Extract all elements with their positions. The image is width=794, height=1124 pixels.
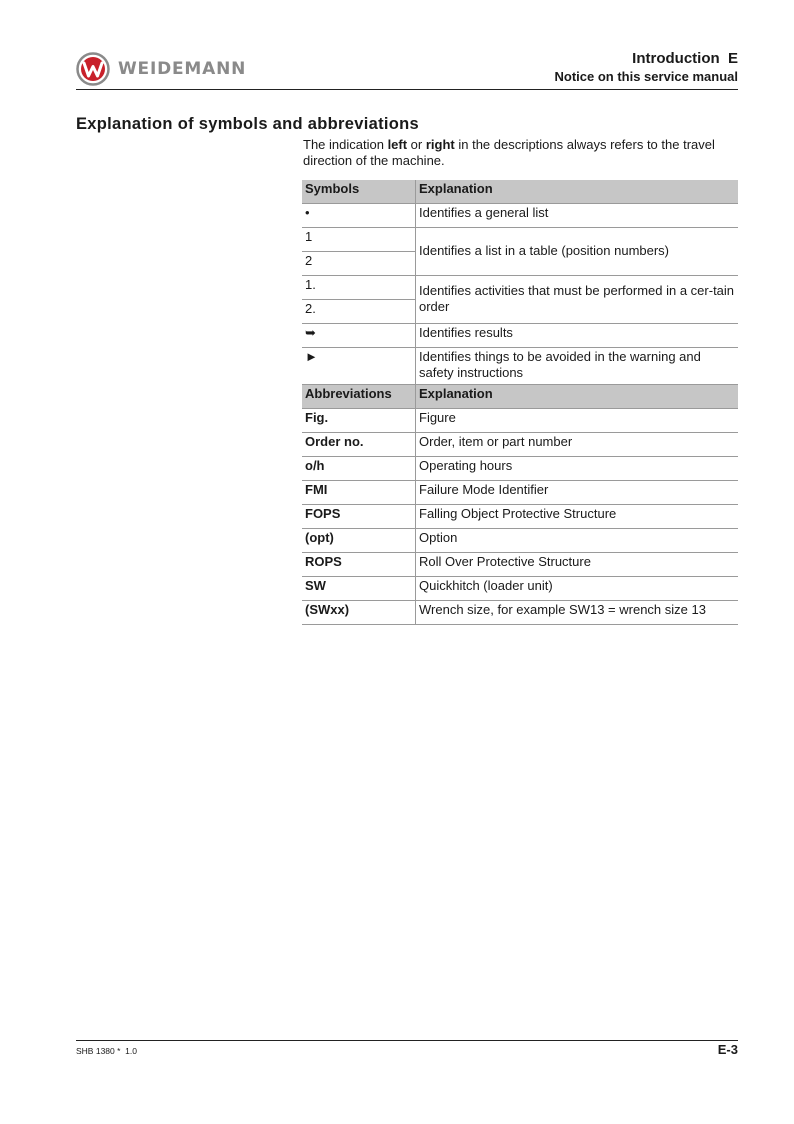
abbreviation-cell: FMI bbox=[302, 481, 416, 505]
intro-left: left bbox=[387, 137, 408, 152]
abbreviation-cell: ROPS bbox=[302, 553, 416, 577]
chapter-title: Introduction E bbox=[632, 50, 738, 67]
explanation-cell: Roll Over Protective Structure bbox=[416, 553, 739, 577]
table-row bbox=[302, 601, 738, 625]
table-row bbox=[302, 204, 738, 228]
table-row bbox=[302, 505, 738, 529]
table-row bbox=[302, 433, 738, 457]
symbols-explanation-header-cell: Explanation bbox=[416, 180, 739, 204]
symbol-cell: • bbox=[302, 204, 416, 228]
table-row bbox=[302, 276, 738, 300]
explanation-cell: Quickhitch (loader unit) bbox=[416, 577, 739, 601]
result-arrow-icon: ➥ bbox=[302, 324, 416, 348]
footer-divider bbox=[76, 1040, 738, 1041]
weidemann-logo bbox=[76, 52, 246, 86]
explanation-cell: Wrench size, for example SW13 = wrench size 13 bbox=[416, 601, 739, 625]
explanation-cell: Identifies a list in a table (position numbers) bbox=[416, 228, 739, 276]
symbol-cell: 1. bbox=[302, 276, 416, 300]
table-row bbox=[302, 228, 738, 252]
header-divider bbox=[76, 89, 738, 90]
explanation-cell: Identifies activities that must be performed in a cer-tain order bbox=[416, 276, 739, 324]
abbreviation-cell: Fig. bbox=[302, 409, 416, 433]
symbols-header-cell: Symbols bbox=[302, 180, 416, 204]
table-row bbox=[302, 577, 738, 601]
table-row bbox=[302, 481, 738, 505]
explanation-cell: Figure bbox=[416, 409, 739, 433]
symbols-header-row bbox=[302, 180, 738, 204]
table-row bbox=[302, 324, 738, 348]
explanation-cell: Identifies a general list bbox=[416, 204, 739, 228]
table-row bbox=[302, 457, 738, 481]
triangle-pointer-icon: ► bbox=[302, 348, 416, 385]
symbols-abbreviations-table bbox=[302, 180, 738, 625]
intro-text-1: The indication bbox=[303, 137, 388, 152]
symbol-cell: 2. bbox=[302, 300, 416, 324]
explanation-cell: Identifies things to be avoided in the warning and safety instructions bbox=[416, 348, 739, 385]
abbreviation-cell: Order no. bbox=[302, 433, 416, 457]
explanation-cell: Falling Object Protective Structure bbox=[416, 505, 739, 529]
explanation-cell: Failure Mode Identifier bbox=[416, 481, 739, 505]
abbreviations-header-row bbox=[302, 385, 738, 409]
abbreviation-cell: (opt) bbox=[302, 529, 416, 553]
page-number: E-3 bbox=[717, 1042, 738, 1057]
chapter-subtitle: Notice on this service manual bbox=[554, 69, 738, 84]
intro-paragraph bbox=[303, 137, 733, 169]
table-row bbox=[302, 348, 738, 385]
abbreviation-cell: SW bbox=[302, 577, 416, 601]
abbreviation-cell: (SWxx) bbox=[302, 601, 416, 625]
intro-text-2: or bbox=[407, 137, 426, 152]
explanation-cell: Order, item or part number bbox=[416, 433, 739, 457]
intro-text-3: in the descriptions always refers to the travel direction of the machine. bbox=[303, 137, 715, 168]
weidemann-logo-icon bbox=[76, 52, 110, 86]
abbreviations-explanation-header-cell: Explanation bbox=[416, 385, 739, 409]
abbreviation-cell: FOPS bbox=[302, 505, 416, 529]
symbol-cell: 1 bbox=[302, 228, 416, 252]
explanation-cell: Identifies results bbox=[416, 324, 739, 348]
table-row bbox=[302, 409, 738, 433]
explanation-cell: Option bbox=[416, 529, 739, 553]
symbol-cell: 2 bbox=[302, 252, 416, 276]
table-row bbox=[302, 553, 738, 577]
abbreviations-header-cell: Abbreviations bbox=[302, 385, 416, 409]
abbreviation-cell: o/h bbox=[302, 457, 416, 481]
explanation-cell: Operating hours bbox=[416, 457, 739, 481]
document-code: SHB 1380 * 1.0 bbox=[76, 1046, 137, 1056]
section-title: Explanation of symbols and abbreviations bbox=[76, 115, 419, 133]
brand-name: WEIDEMANN bbox=[118, 59, 247, 79]
intro-right: right bbox=[425, 137, 455, 152]
table-row bbox=[302, 529, 738, 553]
